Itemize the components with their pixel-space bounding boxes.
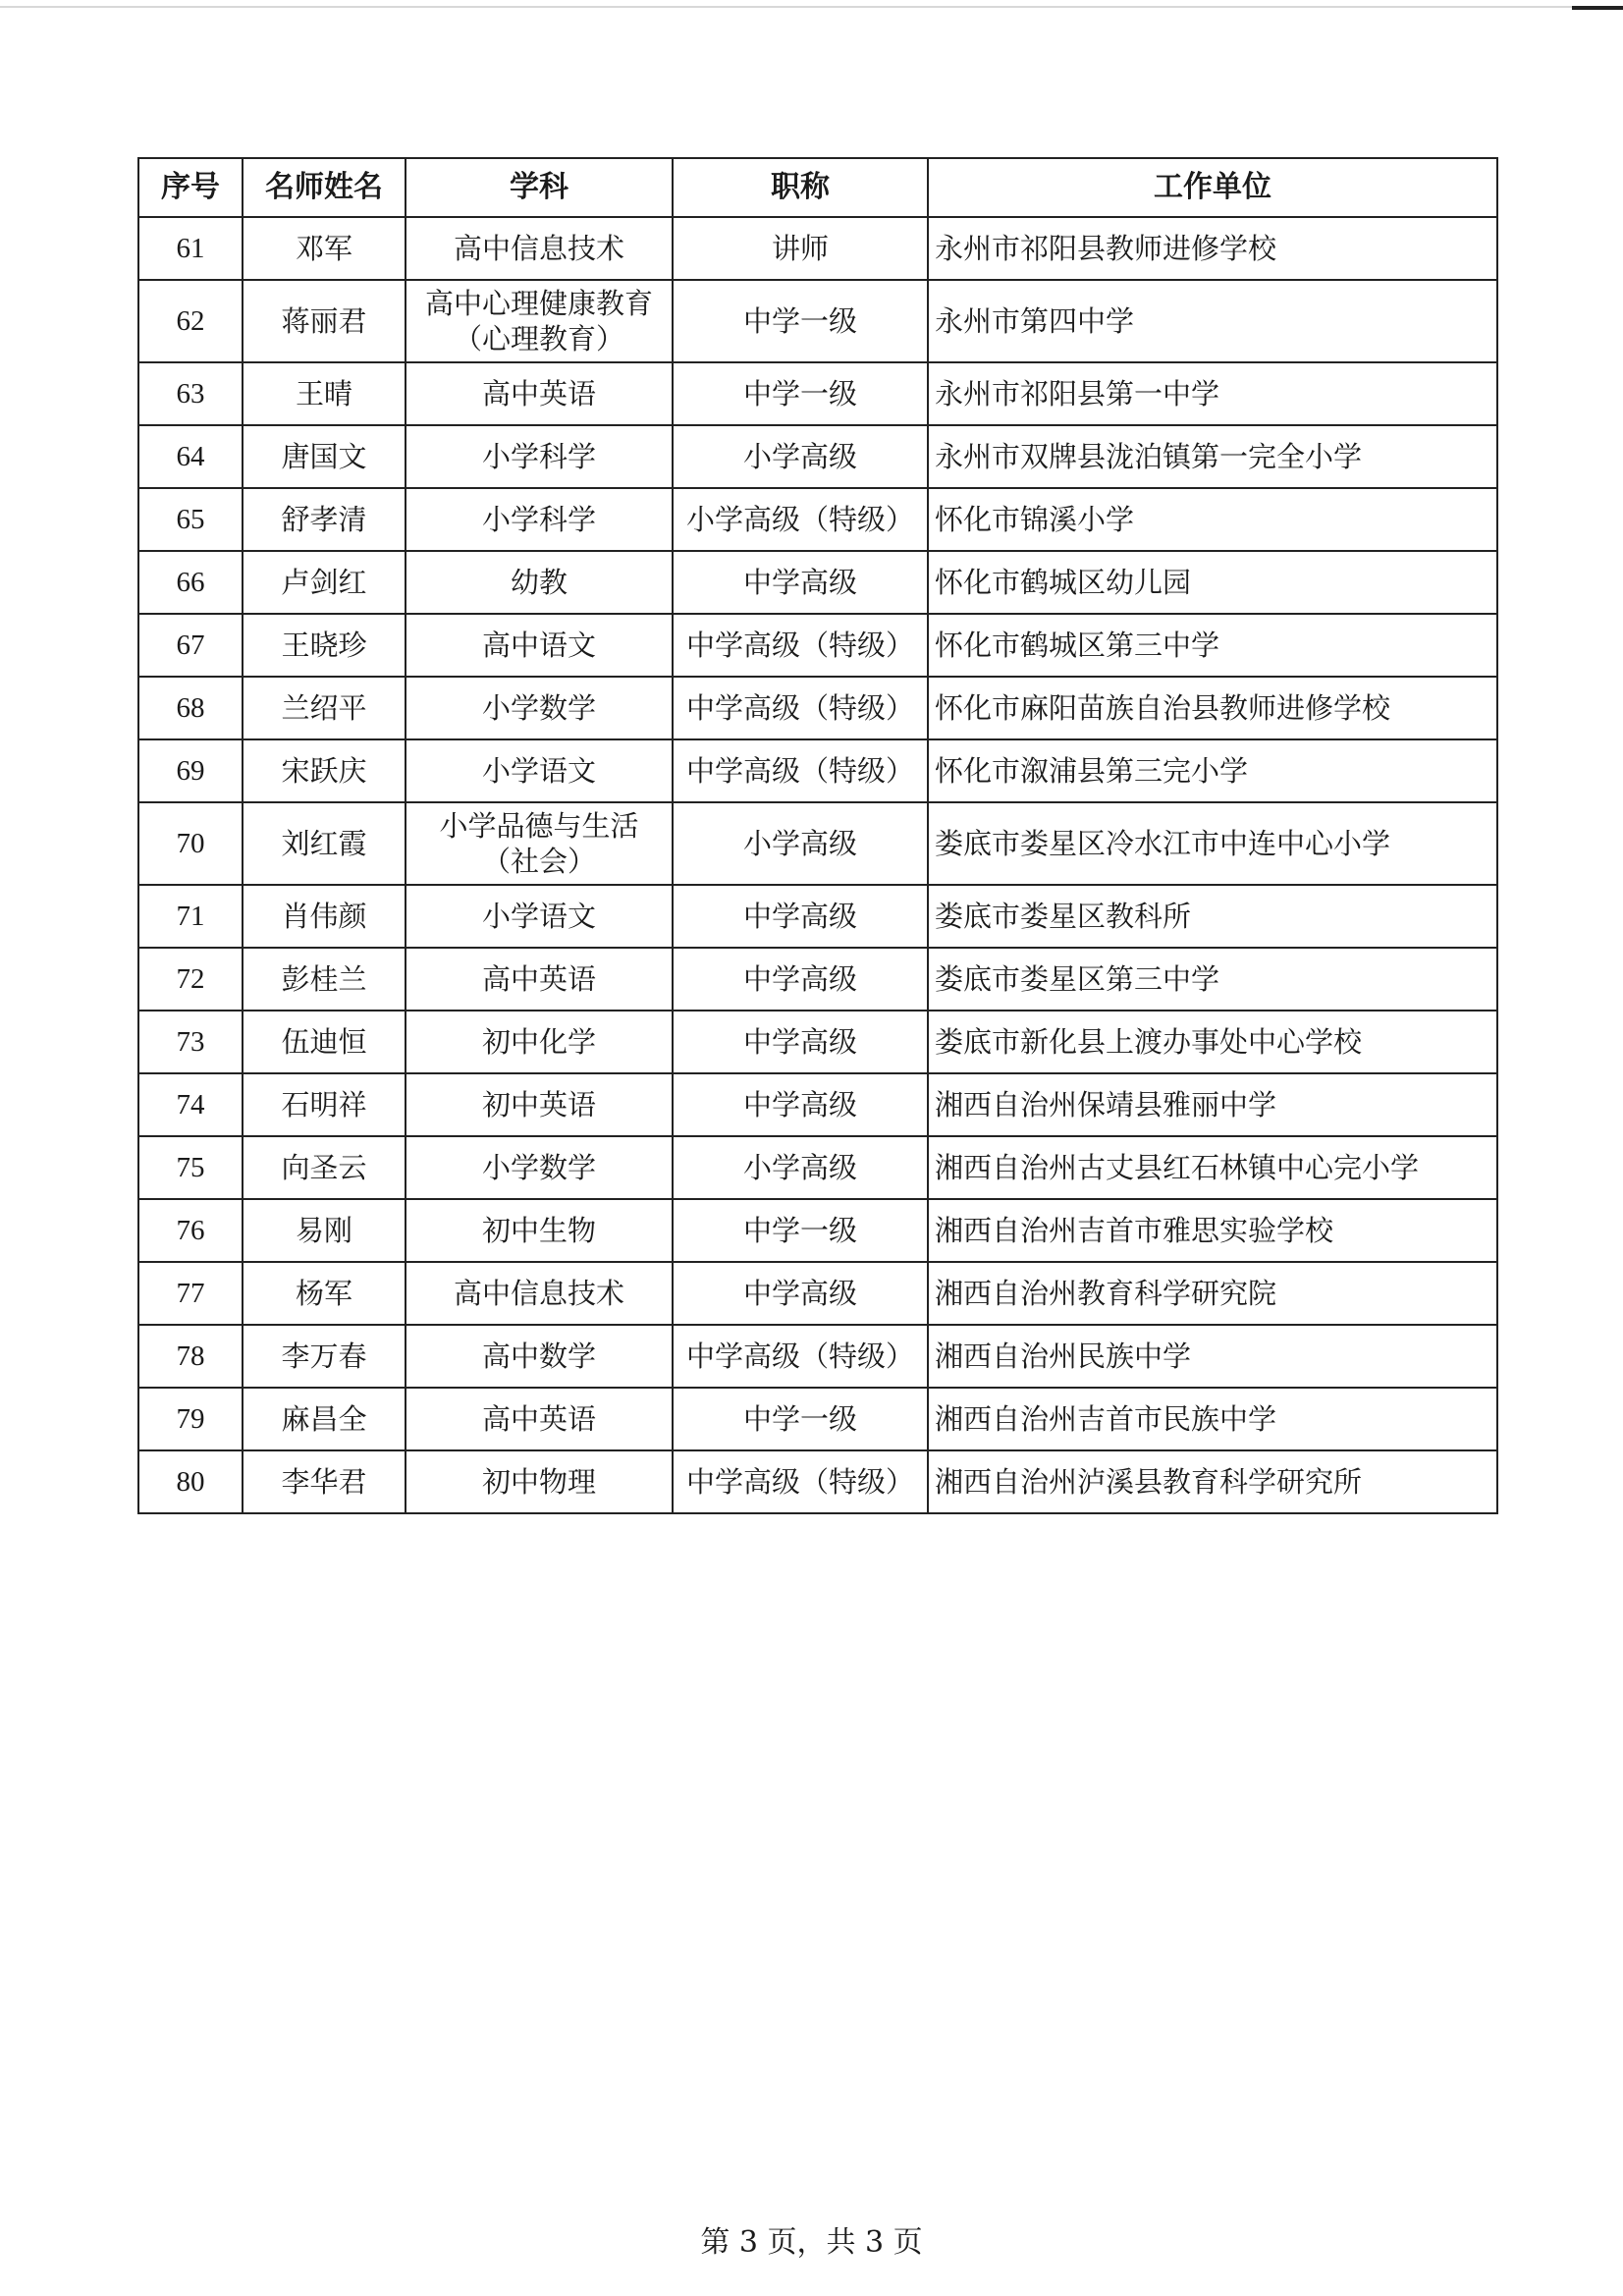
cell-work-unit: 娄底市娄星区冷水江市中连中心小学 bbox=[928, 802, 1497, 885]
cell-subject: 小学科学 bbox=[406, 425, 673, 488]
cell-title: 中学高级 bbox=[673, 1073, 928, 1136]
cell-teacher-name: 杨军 bbox=[243, 1262, 406, 1325]
cell-work-unit: 娄底市娄星区教科所 bbox=[928, 885, 1497, 948]
cell-teacher-name: 王晓珍 bbox=[243, 614, 406, 677]
cell-subject: 小学语文 bbox=[406, 739, 673, 802]
cell-serial: 74 bbox=[138, 1073, 243, 1136]
cell-teacher-name: 肖伟颜 bbox=[243, 885, 406, 948]
cell-serial: 73 bbox=[138, 1011, 243, 1073]
cell-title: 中学高级 bbox=[673, 1011, 928, 1073]
cell-teacher-name: 邓军 bbox=[243, 217, 406, 280]
cell-work-unit: 湘西自治州古丈县红石林镇中心完小学 bbox=[928, 1136, 1497, 1199]
table-row bbox=[138, 551, 1497, 614]
table-row bbox=[138, 948, 1497, 1011]
cell-subject: 初中英语 bbox=[406, 1073, 673, 1136]
teacher-roster-table bbox=[137, 157, 1498, 1514]
scan-edge-line bbox=[0, 6, 1623, 8]
cell-teacher-name: 伍迪恒 bbox=[243, 1011, 406, 1073]
cell-serial: 77 bbox=[138, 1262, 243, 1325]
cell-title: 中学高级 bbox=[673, 948, 928, 1011]
cell-title: 小学高级（特级） bbox=[673, 488, 928, 551]
cell-subject: 小学数学 bbox=[406, 1136, 673, 1199]
cell-serial: 61 bbox=[138, 217, 243, 280]
cell-title: 中学高级（特级） bbox=[673, 614, 928, 677]
cell-subject-line: （心理教育） bbox=[453, 322, 624, 355]
cell-subject bbox=[406, 280, 673, 362]
cell-subject: 高中信息技术 bbox=[406, 217, 673, 280]
cell-serial: 71 bbox=[138, 885, 243, 948]
cell-work-unit: 湘西自治州教育科学研究院 bbox=[928, 1262, 1497, 1325]
cell-work-unit: 娄底市娄星区第三中学 bbox=[928, 948, 1497, 1011]
table-row bbox=[138, 425, 1497, 488]
table-row bbox=[138, 802, 1497, 885]
cell-subject-line: （社会） bbox=[481, 845, 596, 878]
cell-work-unit: 湘西自治州吉首市民族中学 bbox=[928, 1388, 1497, 1450]
cell-subject: 初中物理 bbox=[406, 1450, 673, 1513]
cell-title: 中学一级 bbox=[673, 1199, 928, 1262]
cell-work-unit: 湘西自治州民族中学 bbox=[928, 1325, 1497, 1388]
cell-work-unit: 娄底市新化县上渡办事处中心学校 bbox=[928, 1011, 1497, 1073]
scan-corner-mark bbox=[1572, 6, 1623, 10]
cell-subject bbox=[406, 802, 673, 885]
cell-serial: 78 bbox=[138, 1325, 243, 1388]
cell-serial: 70 bbox=[138, 802, 243, 885]
header-subject: 学科 bbox=[406, 158, 673, 217]
cell-work-unit: 永州市第四中学 bbox=[928, 280, 1497, 362]
table-row bbox=[138, 1073, 1497, 1136]
cell-work-unit: 永州市祁阳县第一中学 bbox=[928, 362, 1497, 425]
table-row bbox=[138, 280, 1497, 362]
cell-title: 小学高级 bbox=[673, 425, 928, 488]
cell-subject: 幼教 bbox=[406, 551, 673, 614]
page-number: 第 3 页，共 3 页 bbox=[700, 2225, 923, 2260]
table-row bbox=[138, 885, 1497, 948]
cell-serial: 62 bbox=[138, 280, 243, 362]
cell-teacher-name: 石明祥 bbox=[243, 1073, 406, 1136]
cell-teacher-name: 唐国文 bbox=[243, 425, 406, 488]
cell-serial: 66 bbox=[138, 551, 243, 614]
cell-teacher-name: 向圣云 bbox=[243, 1136, 406, 1199]
table-row bbox=[138, 1199, 1497, 1262]
cell-subject: 初中化学 bbox=[406, 1011, 673, 1073]
cell-work-unit: 湘西自治州泸溪县教育科学研究所 bbox=[928, 1450, 1497, 1513]
cell-work-unit: 永州市祁阳县教师进修学校 bbox=[928, 217, 1497, 280]
cell-teacher-name: 李万春 bbox=[243, 1325, 406, 1388]
cell-title: 中学高级（特级） bbox=[673, 739, 928, 802]
table-row bbox=[138, 614, 1497, 677]
cell-subject: 高中信息技术 bbox=[406, 1262, 673, 1325]
table-row bbox=[138, 1388, 1497, 1450]
cell-serial: 67 bbox=[138, 614, 243, 677]
cell-work-unit: 湘西自治州保靖县雅丽中学 bbox=[928, 1073, 1497, 1136]
cell-title: 中学一级 bbox=[673, 1388, 928, 1450]
cell-teacher-name: 李华君 bbox=[243, 1450, 406, 1513]
cell-subject: 高中数学 bbox=[406, 1325, 673, 1388]
cell-subject: 高中英语 bbox=[406, 362, 673, 425]
header-title: 职称 bbox=[673, 158, 928, 217]
cell-teacher-name: 王晴 bbox=[243, 362, 406, 425]
table-row bbox=[138, 677, 1497, 739]
cell-title: 中学一级 bbox=[673, 362, 928, 425]
cell-title: 中学高级（特级） bbox=[673, 1450, 928, 1513]
cell-title: 中学高级 bbox=[673, 885, 928, 948]
cell-teacher-name: 刘红霞 bbox=[243, 802, 406, 885]
cell-work-unit: 怀化市麻阳苗族自治县教师进修学校 bbox=[928, 677, 1497, 739]
cell-subject: 小学数学 bbox=[406, 677, 673, 739]
cell-teacher-name: 麻昌全 bbox=[243, 1388, 406, 1450]
table-row bbox=[138, 1325, 1497, 1388]
header-work-unit: 工作单位 bbox=[928, 158, 1497, 217]
cell-serial: 76 bbox=[138, 1199, 243, 1262]
cell-title: 中学高级 bbox=[673, 1262, 928, 1325]
table-header-row bbox=[138, 158, 1497, 217]
cell-work-unit: 怀化市鹤城区幼儿园 bbox=[928, 551, 1497, 614]
cell-title: 中学一级 bbox=[673, 280, 928, 362]
cell-teacher-name: 兰绍平 bbox=[243, 677, 406, 739]
cell-teacher-name: 蒋丽君 bbox=[243, 280, 406, 362]
cell-title: 中学高级（特级） bbox=[673, 677, 928, 739]
cell-subject: 高中英语 bbox=[406, 1388, 673, 1450]
table-row bbox=[138, 217, 1497, 280]
cell-teacher-name: 宋跃庆 bbox=[243, 739, 406, 802]
cell-serial: 69 bbox=[138, 739, 243, 802]
cell-teacher-name: 舒孝清 bbox=[243, 488, 406, 551]
cell-teacher-name: 卢剑红 bbox=[243, 551, 406, 614]
cell-serial: 72 bbox=[138, 948, 243, 1011]
cell-serial: 65 bbox=[138, 488, 243, 551]
table-row bbox=[138, 1011, 1497, 1073]
cell-work-unit: 永州市双牌县泷泊镇第一完全小学 bbox=[928, 425, 1497, 488]
cell-title: 中学高级（特级） bbox=[673, 1325, 928, 1388]
table-row bbox=[138, 1136, 1497, 1199]
table-row bbox=[138, 1450, 1497, 1513]
cell-serial: 64 bbox=[138, 425, 243, 488]
cell-work-unit: 怀化市鹤城区第三中学 bbox=[928, 614, 1497, 677]
cell-subject: 小学语文 bbox=[406, 885, 673, 948]
cell-work-unit: 怀化市锦溪小学 bbox=[928, 488, 1497, 551]
cell-work-unit: 怀化市溆浦县第三完小学 bbox=[928, 739, 1497, 802]
cell-serial: 80 bbox=[138, 1450, 243, 1513]
cell-subject: 高中语文 bbox=[406, 614, 673, 677]
table-row bbox=[138, 488, 1497, 551]
cell-subject: 小学科学 bbox=[406, 488, 673, 551]
cell-subject-line: 高中心理健康教育 bbox=[424, 287, 653, 320]
header-serial: 序号 bbox=[138, 158, 243, 217]
cell-title: 小学高级 bbox=[673, 1136, 928, 1199]
header-teacher-name: 名师姓名 bbox=[243, 158, 406, 217]
cell-serial: 79 bbox=[138, 1388, 243, 1450]
cell-work-unit: 湘西自治州吉首市雅思实验学校 bbox=[928, 1199, 1497, 1262]
cell-title: 小学高级 bbox=[673, 802, 928, 885]
table-row bbox=[138, 362, 1497, 425]
cell-serial: 75 bbox=[138, 1136, 243, 1199]
cell-title: 中学高级 bbox=[673, 551, 928, 614]
cell-subject: 初中生物 bbox=[406, 1199, 673, 1262]
cell-teacher-name: 易刚 bbox=[243, 1199, 406, 1262]
cell-serial: 63 bbox=[138, 362, 243, 425]
cell-subject-line: 小学品德与生活 bbox=[439, 809, 639, 843]
table-body bbox=[138, 217, 1497, 1513]
table-row bbox=[138, 1262, 1497, 1325]
cell-title: 讲师 bbox=[673, 217, 928, 280]
cell-serial: 68 bbox=[138, 677, 243, 739]
cell-subject: 高中英语 bbox=[406, 948, 673, 1011]
cell-teacher-name: 彭桂兰 bbox=[243, 948, 406, 1011]
table-row bbox=[138, 739, 1497, 802]
